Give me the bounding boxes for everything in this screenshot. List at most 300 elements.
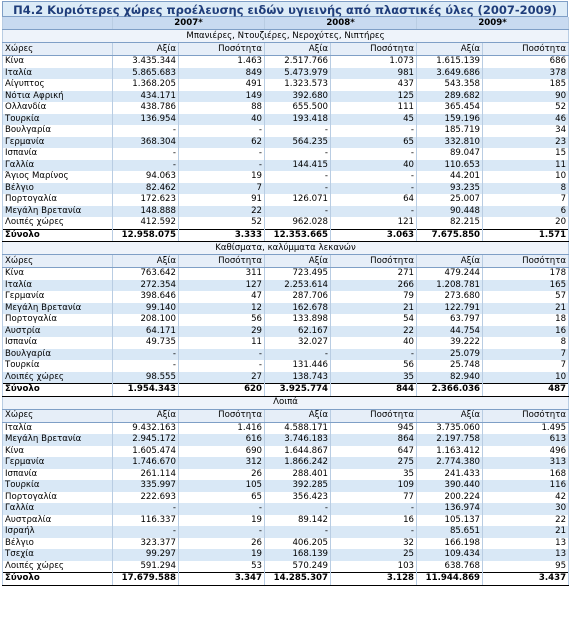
value-cell: 166.198 xyxy=(417,538,483,550)
table-row xyxy=(3,137,569,149)
quantity-cell: 178 xyxy=(483,268,569,280)
value-column-header: Αξία xyxy=(417,409,483,422)
quantity-cell: 21 xyxy=(483,303,569,315)
total-value-cell: 3.925.774 xyxy=(265,384,331,397)
quantity-cell: 6 xyxy=(483,206,569,218)
quantity-cell: 1.073 xyxy=(331,56,417,68)
value-cell: 82.215 xyxy=(417,217,483,229)
value-cell: - xyxy=(265,206,331,218)
country-cell: Γερμανία xyxy=(3,457,113,469)
total-quantity-cell: 3.437 xyxy=(483,573,569,586)
table-row xyxy=(3,360,569,372)
quantity-cell: 22 xyxy=(331,326,417,338)
quantity-column-header: Ποσότητα xyxy=(331,255,417,268)
quantity-cell: 62 xyxy=(179,137,265,149)
total-label: Σύνολο xyxy=(3,573,113,586)
quantity-cell: 30 xyxy=(483,503,569,515)
quantity-cell: 65 xyxy=(179,492,265,504)
quantity-cell: 47 xyxy=(179,291,265,303)
table-row xyxy=(3,79,569,91)
value-cell: 82.462 xyxy=(113,183,179,195)
total-row xyxy=(3,384,569,397)
quantity-cell: 491 xyxy=(179,79,265,91)
quantity-cell: 125 xyxy=(331,91,417,103)
column-header-row xyxy=(3,409,569,422)
value-cell: 89.142 xyxy=(265,515,331,527)
quantity-cell: 10 xyxy=(483,372,569,384)
value-cell: - xyxy=(265,125,331,137)
value-cell: 1.163.412 xyxy=(417,446,483,458)
quantity-cell: 864 xyxy=(331,434,417,446)
quantity-cell: 12 xyxy=(179,303,265,315)
total-quantity-cell: 3.333 xyxy=(179,229,265,242)
value-cell: - xyxy=(265,349,331,361)
quantity-column-header: Ποσότητα xyxy=(331,43,417,56)
value-cell: 3.435.344 xyxy=(113,56,179,68)
quantity-cell: 168 xyxy=(483,469,569,481)
value-cell: 962.028 xyxy=(265,217,331,229)
table-row xyxy=(3,280,569,292)
quantity-cell: 40 xyxy=(331,160,417,172)
quantity-cell: - xyxy=(331,171,417,183)
table-row xyxy=(3,349,569,361)
value-cell: 763.642 xyxy=(113,268,179,280)
value-column-header: Αξία xyxy=(417,43,483,56)
value-cell: 82.940 xyxy=(417,372,483,384)
country-cell: Κίνα xyxy=(3,446,113,458)
value-cell: 2.517.766 xyxy=(265,56,331,68)
quantity-cell: 42 xyxy=(483,492,569,504)
value-cell: 368.304 xyxy=(113,137,179,149)
quantity-cell: 185 xyxy=(483,79,569,91)
quantity-cell: 13 xyxy=(483,549,569,561)
table-row xyxy=(3,125,569,137)
quantity-cell: 34 xyxy=(483,125,569,137)
country-cell: Λοιπές χώρες xyxy=(3,217,113,229)
country-cell: Ισπανία xyxy=(3,148,113,160)
section-title-row xyxy=(3,396,569,409)
value-cell: 1.644.867 xyxy=(265,446,331,458)
value-cell: 1.615.139 xyxy=(417,56,483,68)
value-cell: 2.197.758 xyxy=(417,434,483,446)
table-row xyxy=(3,549,569,561)
value-cell: 261.114 xyxy=(113,469,179,481)
quantity-cell: - xyxy=(179,125,265,137)
quantity-cell: 13 xyxy=(483,538,569,550)
value-cell: 39.222 xyxy=(417,337,483,349)
quantity-cell: 22 xyxy=(179,206,265,218)
quantity-cell: 45 xyxy=(331,114,417,126)
total-value-cell: 17.679.588 xyxy=(113,573,179,586)
quantity-cell: - xyxy=(331,148,417,160)
table-row xyxy=(3,114,569,126)
value-cell: 335.997 xyxy=(113,480,179,492)
quantity-cell: 378 xyxy=(483,68,569,80)
country-cell: Ολλανδία xyxy=(3,102,113,114)
value-cell: 1.323.573 xyxy=(265,79,331,91)
quantity-cell: 7 xyxy=(483,349,569,361)
quantity-cell: 105 xyxy=(179,480,265,492)
quantity-cell: 26 xyxy=(179,538,265,550)
quantity-cell: - xyxy=(331,526,417,538)
table-row xyxy=(3,503,569,515)
table-row xyxy=(3,480,569,492)
value-cell: 159.196 xyxy=(417,114,483,126)
quantity-cell: 496 xyxy=(483,446,569,458)
value-cell: 94.063 xyxy=(113,171,179,183)
value-cell: - xyxy=(113,349,179,361)
value-cell: 208.100 xyxy=(113,314,179,326)
value-cell: 126.071 xyxy=(265,194,331,206)
value-cell: 398.646 xyxy=(113,291,179,303)
country-cell: Γερμανία xyxy=(3,137,113,149)
country-cell: Ισπανία xyxy=(3,469,113,481)
country-column-header: Χώρες xyxy=(3,409,113,422)
quantity-cell: 10 xyxy=(483,171,569,183)
total-value-cell: 14.285.307 xyxy=(265,573,331,586)
quantity-cell: 121 xyxy=(331,217,417,229)
statistics-sheet xyxy=(2,1,568,586)
quantity-column-header: Ποσότητα xyxy=(483,409,569,422)
value-cell: 90.448 xyxy=(417,206,483,218)
value-cell: 136.954 xyxy=(113,114,179,126)
quantity-cell: 54 xyxy=(331,314,417,326)
table-row xyxy=(3,56,569,68)
quantity-cell: 53 xyxy=(179,561,265,573)
quantity-cell: 109 xyxy=(331,480,417,492)
total-value-cell: 7.675.850 xyxy=(417,229,483,242)
quantity-cell: - xyxy=(179,503,265,515)
value-column-header: Αξία xyxy=(265,43,331,56)
value-cell: - xyxy=(265,148,331,160)
value-cell: 3.746.183 xyxy=(265,434,331,446)
value-cell: 32.027 xyxy=(265,337,331,349)
quantity-cell: - xyxy=(331,183,417,195)
table-row xyxy=(3,492,569,504)
value-column-header: Αξία xyxy=(113,255,179,268)
country-column-header: Χώρες xyxy=(3,43,113,56)
value-cell: 99.140 xyxy=(113,303,179,315)
value-cell: 1.605.474 xyxy=(113,446,179,458)
value-column-header: Αξία xyxy=(113,43,179,56)
country-cell: Γαλλία xyxy=(3,503,113,515)
country-column-header: Χώρες xyxy=(3,255,113,268)
value-column-header: Αξία xyxy=(113,409,179,422)
quantity-cell: 116 xyxy=(483,480,569,492)
value-cell: 93.235 xyxy=(417,183,483,195)
year-2008-header: 2008* xyxy=(265,17,417,30)
quantity-cell: 437 xyxy=(331,79,417,91)
table-row xyxy=(3,268,569,280)
quantity-cell: - xyxy=(179,160,265,172)
value-cell: 122.791 xyxy=(417,303,483,315)
value-cell: 105.137 xyxy=(417,515,483,527)
quantity-cell: - xyxy=(331,206,417,218)
table-row xyxy=(3,326,569,338)
value-cell: 1.208.781 xyxy=(417,280,483,292)
value-cell: 438.786 xyxy=(113,102,179,114)
value-cell: 2.945.172 xyxy=(113,434,179,446)
quantity-cell: 77 xyxy=(331,492,417,504)
value-cell: 406.205 xyxy=(265,538,331,550)
value-cell: 591.294 xyxy=(113,561,179,573)
country-cell: Ιταλία xyxy=(3,68,113,80)
value-cell: 85.651 xyxy=(417,526,483,538)
quantity-cell: 95 xyxy=(483,561,569,573)
value-cell: - xyxy=(113,160,179,172)
country-cell: Τουρκία xyxy=(3,114,113,126)
table-row xyxy=(3,171,569,183)
quantity-cell: 11 xyxy=(179,337,265,349)
quantity-cell: 127 xyxy=(179,280,265,292)
quantity-cell: 18 xyxy=(483,314,569,326)
value-cell: 2.253.614 xyxy=(265,280,331,292)
total-value-cell: 12.353.665 xyxy=(265,229,331,242)
country-cell: Βέλγιο xyxy=(3,538,113,550)
table-row xyxy=(3,206,569,218)
country-cell: Γερμανία xyxy=(3,291,113,303)
country-cell: Μεγάλη Βρετανία xyxy=(3,434,113,446)
quantity-cell: 91 xyxy=(179,194,265,206)
section-title-row xyxy=(3,242,569,255)
table-row xyxy=(3,148,569,160)
value-cell: 99.297 xyxy=(113,549,179,561)
year-2009-header: 2009* xyxy=(417,17,569,30)
country-cell: Κίνα xyxy=(3,56,113,68)
quantity-cell: 88 xyxy=(179,102,265,114)
total-quantity-cell: 3.063 xyxy=(331,229,417,242)
quantity-cell: 981 xyxy=(331,68,417,80)
value-cell: 49.735 xyxy=(113,337,179,349)
value-cell: - xyxy=(113,526,179,538)
value-cell: 5.473.979 xyxy=(265,68,331,80)
value-cell: 1.368.205 xyxy=(113,79,179,91)
value-cell: 570.249 xyxy=(265,561,331,573)
table-row xyxy=(3,303,569,315)
total-quantity-cell: 1.571 xyxy=(483,229,569,242)
quantity-cell: 90 xyxy=(483,91,569,103)
value-cell: 25.079 xyxy=(417,349,483,361)
value-cell: 412.592 xyxy=(113,217,179,229)
quantity-cell: 8 xyxy=(483,183,569,195)
value-column-header: Αξία xyxy=(417,255,483,268)
year-header-row xyxy=(3,17,569,30)
total-quantity-cell: 620 xyxy=(179,384,265,397)
quantity-cell: 1.416 xyxy=(179,422,265,434)
country-cell: Νότια Αφρική xyxy=(3,91,113,103)
country-cell: Άγιος Μαρίνος xyxy=(3,171,113,183)
value-cell: 1.866.242 xyxy=(265,457,331,469)
quantity-column-header: Ποσότητα xyxy=(331,409,417,422)
total-row xyxy=(3,573,569,586)
value-cell: 288.401 xyxy=(265,469,331,481)
table-body xyxy=(3,17,569,585)
country-cell: Κίνα xyxy=(3,268,113,280)
quantity-cell: 8 xyxy=(483,337,569,349)
quantity-cell: 312 xyxy=(179,457,265,469)
country-cell: Ισπανία xyxy=(3,337,113,349)
section-title: Μπανιέρες, Ντουζιέρες, Νεροχύτες, Νιπτήρες xyxy=(3,30,569,43)
table-row xyxy=(3,469,569,481)
table-row xyxy=(3,183,569,195)
table-row xyxy=(3,561,569,573)
quantity-cell: 647 xyxy=(331,446,417,458)
country-cell: Μεγάλη Βρετανία xyxy=(3,206,113,218)
country-cell: Αυστρία xyxy=(3,326,113,338)
value-cell: 1.746.670 xyxy=(113,457,179,469)
value-cell: 4.588.171 xyxy=(265,422,331,434)
value-cell: 289.682 xyxy=(417,91,483,103)
quantity-cell: 23 xyxy=(483,137,569,149)
quantity-cell: 266 xyxy=(331,280,417,292)
quantity-cell: 690 xyxy=(179,446,265,458)
table-row xyxy=(3,68,569,80)
value-cell: 272.354 xyxy=(113,280,179,292)
quantity-cell: 7 xyxy=(483,360,569,372)
total-value-cell: 11.944.869 xyxy=(417,573,483,586)
quantity-cell: - xyxy=(331,349,417,361)
column-header-row xyxy=(3,43,569,56)
quantity-cell: 35 xyxy=(331,372,417,384)
table-row xyxy=(3,291,569,303)
value-cell: 62.167 xyxy=(265,326,331,338)
value-cell: 138.743 xyxy=(265,372,331,384)
country-cell: Αίγυπτος xyxy=(3,79,113,91)
quantity-cell: 686 xyxy=(483,56,569,68)
country-cell: Τουρκία xyxy=(3,480,113,492)
value-cell: 109.434 xyxy=(417,549,483,561)
quantity-cell: 1.495 xyxy=(483,422,569,434)
table-row xyxy=(3,515,569,527)
quantity-column-header: Ποσότητα xyxy=(179,409,265,422)
quantity-cell: 56 xyxy=(179,314,265,326)
value-cell: 390.440 xyxy=(417,480,483,492)
table-row xyxy=(3,538,569,550)
value-cell: 323.377 xyxy=(113,538,179,550)
value-cell: 110.653 xyxy=(417,160,483,172)
quantity-cell: 35 xyxy=(331,469,417,481)
quantity-cell: 22 xyxy=(483,515,569,527)
country-cell: Ιταλία xyxy=(3,422,113,434)
quantity-cell: 7 xyxy=(179,183,265,195)
quantity-cell: - xyxy=(179,148,265,160)
value-cell: 162.678 xyxy=(265,303,331,315)
quantity-cell: 20 xyxy=(483,217,569,229)
total-label: Σύνολο xyxy=(3,229,113,242)
value-cell: 25.007 xyxy=(417,194,483,206)
quantity-cell: 40 xyxy=(179,114,265,126)
value-cell: 25.748 xyxy=(417,360,483,372)
quantity-cell: 165 xyxy=(483,280,569,292)
value-cell: 200.224 xyxy=(417,492,483,504)
quantity-column-header: Ποσότητα xyxy=(179,255,265,268)
value-cell: - xyxy=(265,526,331,538)
value-cell: - xyxy=(265,503,331,515)
quantity-cell: - xyxy=(331,125,417,137)
table-row xyxy=(3,372,569,384)
year-2007-header: 2007* xyxy=(113,17,265,30)
country-cell: Πορτογαλία xyxy=(3,492,113,504)
quantity-cell: 19 xyxy=(179,515,265,527)
section-title-row xyxy=(3,30,569,43)
value-cell: 2.774.380 xyxy=(417,457,483,469)
section-title: Καθίσματα, καλύμματα λεκανών xyxy=(3,242,569,255)
value-cell: 172.623 xyxy=(113,194,179,206)
table-row xyxy=(3,194,569,206)
table-row xyxy=(3,314,569,326)
value-cell: 638.768 xyxy=(417,561,483,573)
quantity-cell: 7 xyxy=(483,194,569,206)
table-row xyxy=(3,337,569,349)
quantity-cell: 57 xyxy=(483,291,569,303)
quantity-cell: 46 xyxy=(483,114,569,126)
section-title: Λοιπά xyxy=(3,396,569,409)
quantity-cell: 849 xyxy=(179,68,265,80)
value-cell: 9.432.163 xyxy=(113,422,179,434)
value-cell: 273.680 xyxy=(417,291,483,303)
quantity-cell: 52 xyxy=(179,217,265,229)
quantity-cell: 19 xyxy=(179,549,265,561)
value-cell: 64.171 xyxy=(113,326,179,338)
value-cell: 44.201 xyxy=(417,171,483,183)
value-cell: 148.888 xyxy=(113,206,179,218)
value-cell: - xyxy=(113,503,179,515)
country-cell: Βουλγαρία xyxy=(3,349,113,361)
total-value-cell: 12.958.075 xyxy=(113,229,179,242)
quantity-cell: 616 xyxy=(179,434,265,446)
table-title: Π4.2 Κυριότερες χώρες προέλευσης ειδών υγιεινής από πλαστικές ύλες (2007-2009) xyxy=(2,1,568,17)
quantity-column-header: Ποσότητα xyxy=(483,43,569,56)
quantity-cell: - xyxy=(179,526,265,538)
quantity-column-header: Ποσότητα xyxy=(179,43,265,56)
country-cell: Μεγάλη Βρετανία xyxy=(3,303,113,315)
value-column-header: Αξία xyxy=(265,409,331,422)
quantity-cell: 64 xyxy=(331,194,417,206)
quantity-cell: 945 xyxy=(331,422,417,434)
value-cell: 434.171 xyxy=(113,91,179,103)
quantity-cell: 21 xyxy=(483,526,569,538)
value-cell: 133.898 xyxy=(265,314,331,326)
quantity-cell: 32 xyxy=(331,538,417,550)
total-quantity-cell: 844 xyxy=(331,384,417,397)
quantity-cell: 111 xyxy=(331,102,417,114)
quantity-cell: 29 xyxy=(179,326,265,338)
quantity-cell: 79 xyxy=(331,291,417,303)
value-cell: 543.358 xyxy=(417,79,483,91)
total-quantity-cell: 487 xyxy=(483,384,569,397)
quantity-cell: 15 xyxy=(483,148,569,160)
quantity-cell: 1.463 xyxy=(179,56,265,68)
value-column-header: Αξία xyxy=(265,255,331,268)
value-cell: 136.974 xyxy=(417,503,483,515)
quantity-cell: 16 xyxy=(483,326,569,338)
value-cell: 564.235 xyxy=(265,137,331,149)
value-cell: - xyxy=(113,360,179,372)
country-cell: Βέλγιο xyxy=(3,183,113,195)
table-row xyxy=(3,422,569,434)
value-cell: 356.423 xyxy=(265,492,331,504)
table-row xyxy=(3,102,569,114)
quantity-cell: 25 xyxy=(331,549,417,561)
value-cell: 168.139 xyxy=(265,549,331,561)
value-cell: 365.454 xyxy=(417,102,483,114)
value-cell: 3.735.060 xyxy=(417,422,483,434)
value-cell: 193.418 xyxy=(265,114,331,126)
table-row xyxy=(3,217,569,229)
value-cell: 479.244 xyxy=(417,268,483,280)
quantity-cell: 65 xyxy=(331,137,417,149)
country-cell: Πορτογαλία xyxy=(3,314,113,326)
